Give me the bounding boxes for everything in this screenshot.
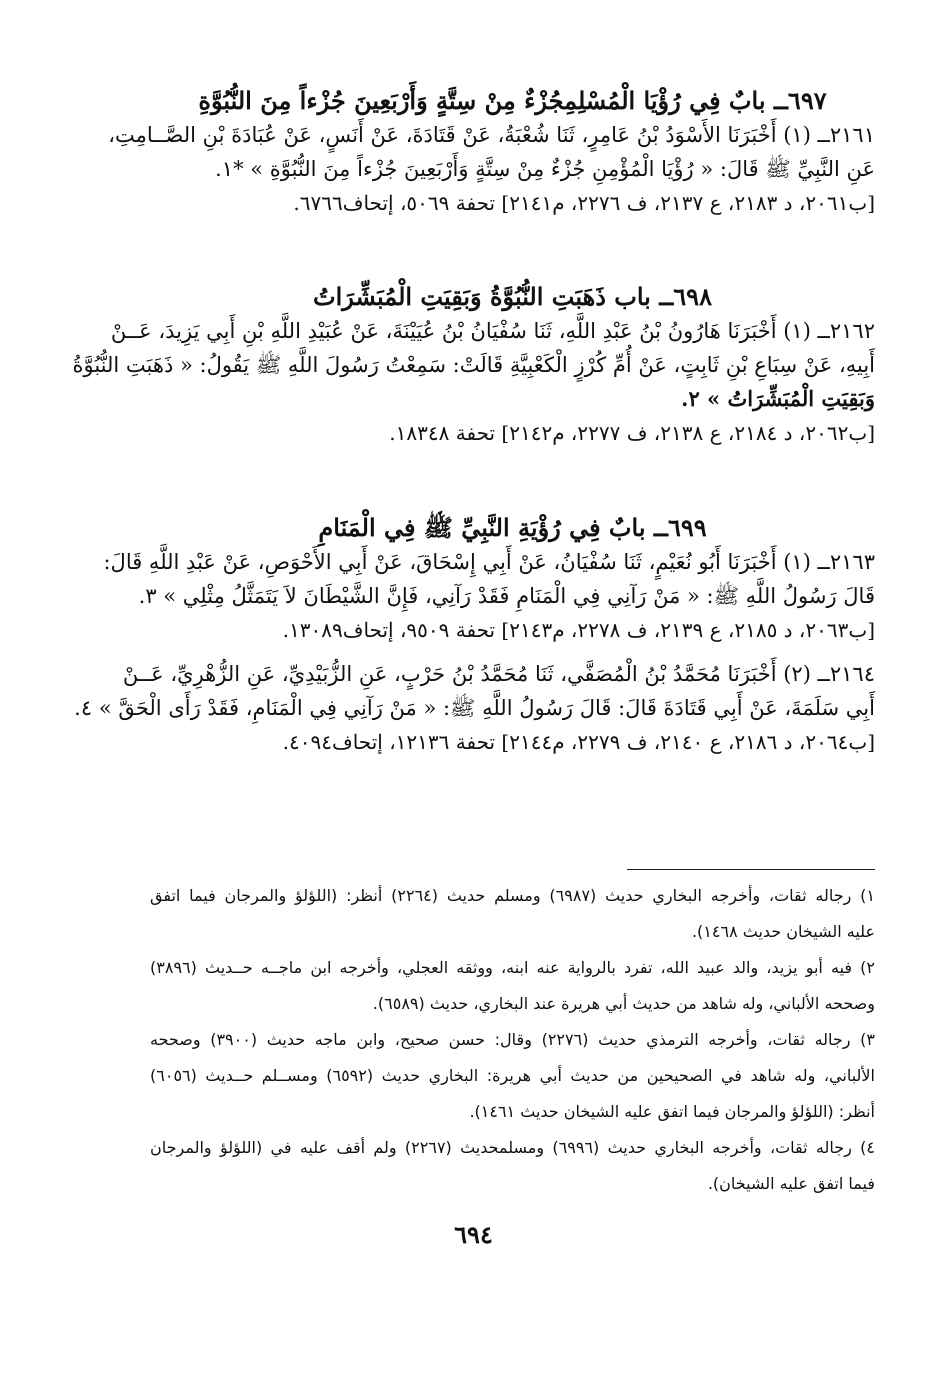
hadith-2161-references: [ب٢٠٦١، د ٢١٨٣، ع ٢١٣٧، ف ٢٢٧٦، م٢١٤١] تحفة ٥٠٦٩، إتحاف٦٧٦٦. — [293, 191, 875, 215]
hadith-2164-line-2: أَبِي سَلَمَةَ، عَنْ أَبِي قَتَادَةَ قَالَ: قَالَ رَسُولُ اللَّهِ ﷺ: « مَنْ رَآنِي فِي الْمَنَامِ، فَقَدْ رَأَى الْحَقَّ » ٤. — [74, 696, 875, 720]
page-number: ٦٩٤ — [454, 1220, 493, 1249]
footnote-line: ٤) رجاله ثقات، وأخرجه البخاري حديث (٦٩٩٦) ومسلمحديث (٢٢٦٧) ولم أقف عليه في (اللؤلؤ والمرجان — [150, 1138, 876, 1157]
footnote-line: ٣) رجاله ثقات، وأخرجه الترمذي حديث (٢٢٧٦) وقال: حسن صحيح، وابن ماجه حديث (٣٩٠٠) وصححه — [150, 1030, 875, 1049]
hadith-2163-line-1: ٢١٦٣ــ (١) أَخْبَرَنَا أَبُو نُعَيْمٍ، ثَنَا سُفْيَانُ، عَنْ أَبِي إِسْحَاقَ، عَنْ أَبِي الأَحْوَصِ، عَنْ عَبْدِ اللَّهِ قَالَ: — [103, 550, 875, 574]
footnote-separator — [627, 869, 875, 870]
hadith-2162-line-2: أَبِيهِ، عَنْ سِبَاعِ بْنِ ثَابِتٍ، عَنْ أُمِّ كُرْزٍ الْكَعْبِيَّةِ قَالَتْ: سَمِعْتُ رَسُولَ اللَّهِ ﷺ يَقُولُ: « ذَهَبَتِ النُّبُوَّةُ — [72, 353, 875, 377]
hadith-2163-references: [ب٢٠٦٣، د ٢١٨٥، ع ٢١٣٩، ف ٢٢٧٨، م٢١٤٣] تحفة ٩٥٠٩، إتحاف١٣٠٨٩. — [282, 618, 875, 642]
chapter-697 — [108, 84, 875, 220]
footnote-line: أنظر: (اللؤلؤ والمرجان فيما اتفق عليه الشيخان حديث ١٤٦١). — [469, 1102, 875, 1121]
footnote-3 — [150, 1022, 875, 1130]
footnote-line: فيما اتفق عليه الشيخان). — [707, 1174, 875, 1193]
chapter-title: ٦٩٨ــ باب ذَهَبَتِ النُّبُوَّةُ وَبَقِيَتِ الْمُبَشِّرَاتُ — [313, 282, 712, 311]
footnote-4 — [150, 1130, 875, 1202]
hadith-2161-line-2: عَنِ النَّبِيِّ ﷺ قَالَ: « رُؤْيَا الْمُؤْمِنِ جُزْءٌ مِنْ سِتَّةٍ وَأَرْبَعِينَ جُزْءاً مِنَ النُّبُوَّةِ » *١. — [215, 157, 875, 181]
chapter-title: ٦٩٧ــ بابٌ فِي رُؤْيَا الْمُسْلِمِجُزْءٌ مِنْ سِتَّةٍ وَأَرْبَعِينَ جُزْءاً مِنَ النُّبُوَّةِ — [198, 86, 827, 115]
hadith-2164-references: [ب٢٠٦٤، د ٢١٨٦، ع ٢١٤٠، ف ٢٢٧٩، م٢١٤٤] تحفة ١٢١٣٦، إتحاف٤٠٩٤. — [282, 730, 875, 754]
hadith-2162-references: [ب٢٠٦٢، د ٢١٨٤، ع ٢١٣٨، ف ٢٢٧٧، م٢١٤٢] تحفة ١٨٣٤٨. — [389, 421, 875, 445]
footnote-2 — [150, 950, 875, 1022]
hadith-2161-line-1: ٢١٦١ــ (١) أَخْبَرَنَا الأَسْوَدُ بْنُ عَامِرٍ، ثَنَا شُعْبَةُ، عَنْ قَتَادَةَ، عَنْ أَنَسٍ، عَنْ عُبَادَةَ بْنِ الصَّــامِتِ، — [108, 123, 875, 147]
footnote-1 — [150, 878, 875, 950]
hadith-2164-line-1: ٢١٦٤ــ (٢) أَخْبَرَنَا مُحَمَّدُ بْنُ الْمُصَفَّي، ثَنَا مُحَمَّدُ بْنُ حَرْبٍ، عَنِ الزُّبَيْدِيِّ، عَنِ الزُّهْرِيِّ، عَــنْ — [122, 662, 875, 686]
footnotes — [150, 878, 875, 1202]
footnote-line: الألباني، وله شاهد في الصحيحين من حديث أبي هريرة: البخاري حديث (٦٥٩٢) ومســلم حــديث (٦٠٥٦) — [150, 1066, 875, 1085]
footnote-line: عليه الشيخان حديث ١٤٦٨). — [691, 922, 875, 941]
hadith-2162-line-1: ٢١٦٢ــ (١) أَخْبَرَنَا هَارُونُ بْنُ عَبْدِ اللَّهِ، ثَنَا سُفْيَانُ بْنُ عُيَيْنَةَ، عَنْ عُبَيْدِ اللَّهِ بْنِ أَبِي يَزِيدَ، عَــنْ — [110, 319, 875, 343]
hadith-2163-line-2: قَالَ رَسُولُ اللَّهِ ﷺ: « مَنْ رَآنِي فِي الْمَنَامِ فَقَدْ رَآنِي، فَإِنَّ الشَّيْطَانَ لاَ يَتَمَثَّلُ مِثْلِي » ٣. — [138, 584, 875, 608]
chapter-698 — [72, 280, 875, 450]
hadith-2162-line-3: وَبَقِيَتِ الْمُبَشِّرَاتُ » ٢. — [681, 386, 875, 411]
chapter-699 — [74, 511, 875, 759]
footnote-line: ١) رجاله ثقات، وأخرجه البخاري حديث (٦٩٨٧) ومسلم حديث (٢٢٦٤) أنظر: (اللؤلؤ والمرجان فيما اتفق — [150, 886, 875, 905]
footnote-line: وصححه الألباني، وله شاهد من حديث أبي هريرة عند البخاري، حديث (٦٥٨٩). — [372, 994, 875, 1013]
footnote-line: ٢) فيه أبو يزيد، والد عبيد الله، تفرد بالرواية عنه ابنه، ووثقه العجلي، وأخرجه ابن ماجــه حــديث (٣٨٩٦) — [150, 958, 875, 977]
chapter-title: ٦٩٩ــ بابٌ فِي رُؤْيَةِ النَّبِيِّ ﷺ فِي الْمَنَامِ — [318, 513, 707, 542]
